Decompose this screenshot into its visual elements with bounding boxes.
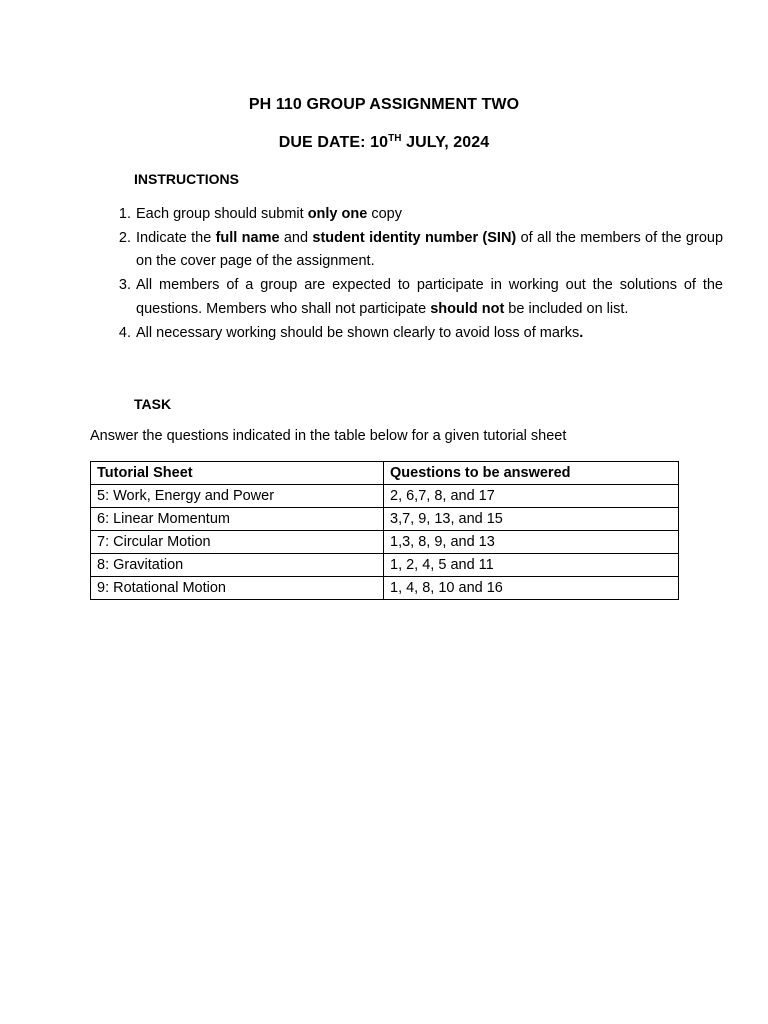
cell-tutorial-sheet: 8: Gravitation <box>91 554 384 577</box>
cell-questions: 1, 4, 8, 10 and 16 <box>384 577 679 600</box>
instruction-text: be included on list. <box>504 300 629 317</box>
cell-tutorial-sheet: 9: Rotational Motion <box>91 577 384 600</box>
instruction-emphasis: only one <box>307 206 368 222</box>
instruction-emphasis: student identity number (SIN) <box>312 229 517 246</box>
table-row <box>91 531 679 554</box>
table-body <box>91 485 679 600</box>
due-date-suffix: JULY, 2024 <box>401 134 490 151</box>
cell-tutorial-sheet: 5: Work, Energy and Power <box>91 485 384 508</box>
tutorial-table <box>90 461 679 600</box>
instruction-text: All necessary working should be shown clearly to avoid loss of marks <box>136 324 580 341</box>
cell-questions: 3,7, 9, 13, and 15 <box>384 508 679 531</box>
instruction-emphasis: should not <box>430 300 505 317</box>
table-header-row <box>91 462 679 485</box>
instruction-text: All members of a group are expected to participate in working out the solutions of the questions. Members who shall not participate <box>136 277 723 317</box>
instruction-text: Indicate the <box>136 229 216 246</box>
instructions-list <box>90 203 723 345</box>
task-heading: TASK <box>134 396 172 412</box>
table-row <box>91 577 679 600</box>
cell-tutorial-sheet: 6: Linear Momentum <box>91 508 384 531</box>
instruction-text: of all the members of the group on the cover page of the assignment. <box>136 229 724 270</box>
instruction-item <box>135 203 723 227</box>
instruction-text: copy <box>367 206 402 222</box>
instruction-item <box>135 322 723 346</box>
cell-questions: 1, 2, 4, 5 and 11 <box>384 554 679 577</box>
assignment-title: PH 110 GROUP ASSIGNMENT TWO <box>248 96 520 113</box>
instruction-emphasis: . <box>579 324 584 341</box>
task-intro: Answer the questions indicated in the table below for a given tutorial sheet <box>90 428 567 444</box>
due-date-ordinal: TH <box>388 133 402 144</box>
due-date-prefix: DUE DATE: 10 <box>278 134 389 151</box>
instruction-text: Each group should submit <box>136 206 308 222</box>
column-header-questions: Questions to be answered <box>384 462 679 485</box>
instruction-item <box>135 274 723 321</box>
instruction-text: and <box>279 229 313 246</box>
table-row <box>91 508 679 531</box>
table-row <box>91 554 679 577</box>
instruction-item <box>135 227 723 274</box>
cell-questions: 1,3, 8, 9, and 13 <box>384 531 679 554</box>
cell-tutorial-sheet: 7: Circular Motion <box>91 531 384 554</box>
instructions-heading: INSTRUCTIONS <box>134 171 239 187</box>
instruction-emphasis: full name <box>215 229 280 246</box>
column-header-tutorial-sheet: Tutorial Sheet <box>91 462 384 485</box>
table-row <box>91 485 679 508</box>
due-date <box>0 134 768 152</box>
cell-questions: 2, 6,7, 8, and 17 <box>384 485 679 508</box>
